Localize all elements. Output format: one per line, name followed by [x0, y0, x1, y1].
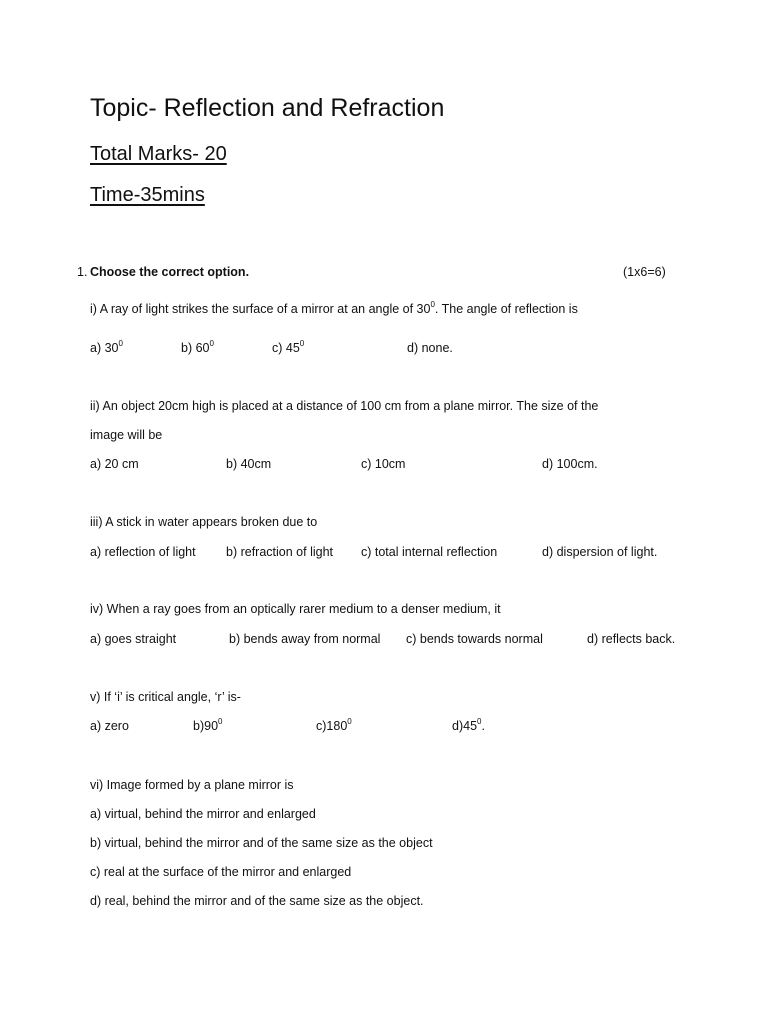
question-stem: vi) Image formed by a plane mirror is: [90, 778, 294, 792]
option: a) $30^0$: [90, 339, 123, 355]
option: a) 20 cm: [90, 457, 139, 471]
section-heading: Choose the correct option.: [90, 265, 250, 279]
option: d) dispersion of light.: [542, 545, 658, 559]
section-marks: (1x6=6): [623, 265, 666, 279]
time-allowed: Time-35mins: [90, 184, 205, 206]
option: d) none.: [407, 341, 453, 355]
option: c) 10cm: [361, 457, 406, 471]
option: c) $45^0$: [272, 339, 305, 355]
option: a) goes straight: [90, 632, 177, 646]
option: a) reflection of light: [90, 545, 196, 559]
question-stem: ii) An object 20cm high is placed at a distance of 100 cm from a plane mirror. The size of the: [90, 399, 599, 413]
option: b) $60^0$: [181, 339, 214, 355]
option: a) virtual, behind the mirror and enlarged: [90, 807, 316, 821]
question-stem: i) A ray of light strikes the surface of a mirror at an angle of $30^0$. The angle of reflection is: [90, 300, 578, 316]
option: a) zero: [90, 719, 129, 733]
option: $d)45^0$.: [452, 717, 485, 733]
question-stem: v) If ‘i’ is critical angle, ‘r’ is-: [90, 690, 241, 704]
question-stem: iii) A stick in water appears broken due to: [90, 515, 318, 529]
option: d) 100cm.: [542, 457, 598, 471]
option: c) bends towards normal: [406, 632, 543, 646]
option: $c)180^0$: [316, 717, 352, 733]
option: $b)90^0$: [193, 717, 223, 733]
option: b) refraction of light: [226, 545, 333, 559]
option: d) real, behind the mirror and of the same size as the object.: [90, 894, 424, 908]
option: c) real at the surface of the mirror and enlarged: [90, 865, 352, 879]
section-number: 1.: [77, 265, 88, 279]
option: b) virtual, behind the mirror and of the same size as the object: [90, 836, 433, 850]
option: b) bends away from normal: [229, 632, 381, 646]
question-stem: iv) When a ray goes from an optically rarer medium to a denser medium, it: [90, 602, 501, 616]
question-stem-continued: image will be: [90, 428, 163, 442]
page-title: Topic- Reflection and Refraction: [90, 94, 445, 122]
total-marks: Total Marks- 20: [90, 143, 227, 165]
option: d) reflects back.: [587, 632, 676, 646]
option: b) 40cm: [226, 457, 272, 471]
option: c) total internal reflection: [361, 545, 498, 559]
